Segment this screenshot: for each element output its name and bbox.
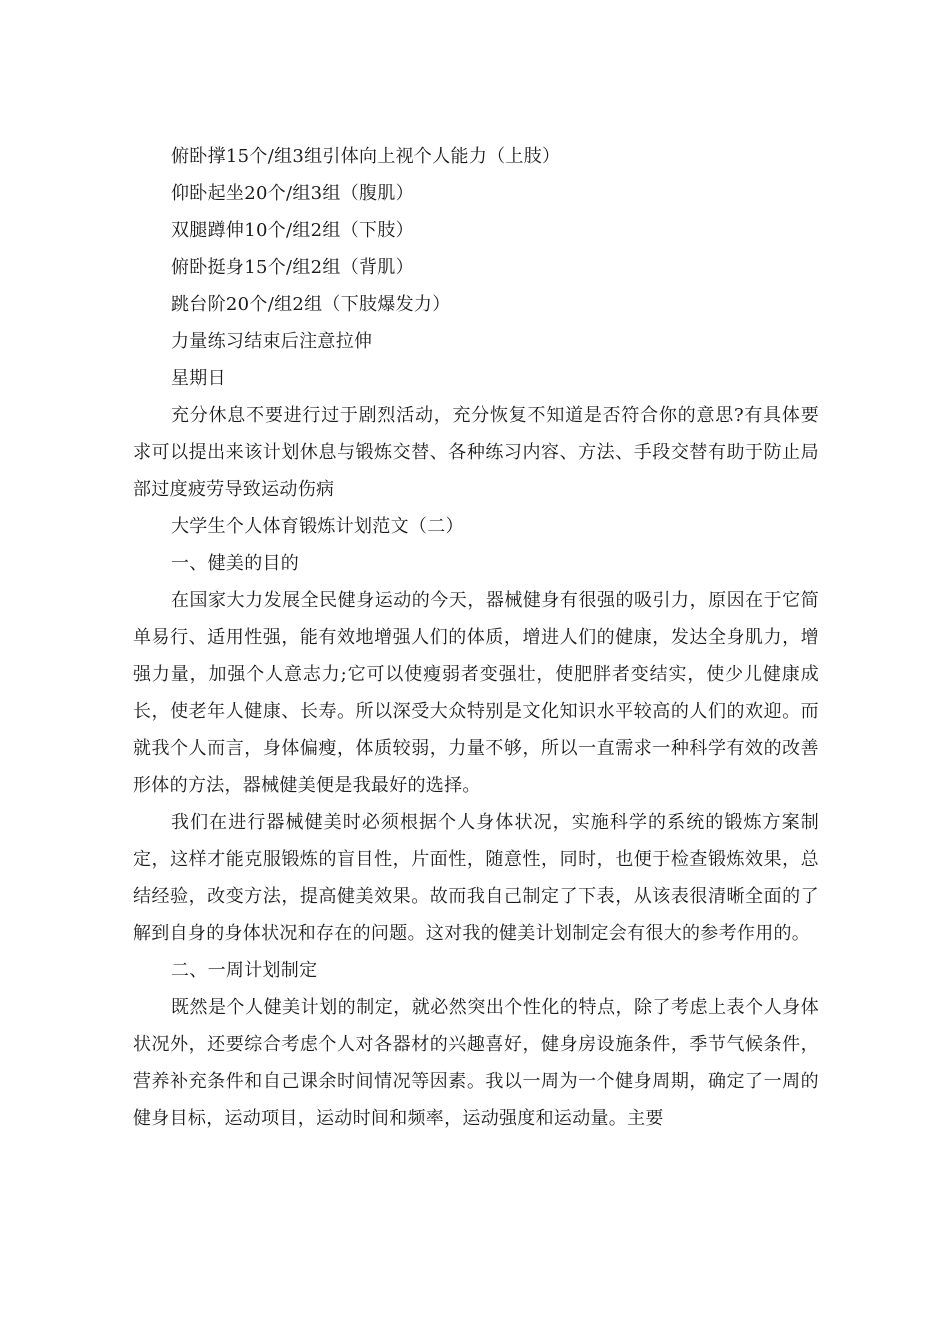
exercise-line-squats: 双腿蹲伸10个/组2组（下肢） xyxy=(171,220,414,241)
scheme-paragraph: 我们在进行器械健美时必须根据个人身体状况，实施科学的系统的锻炼方案制定，这样才能克服锻炼的盲目性，片面性，随意性，同时，也便于检查锻炼效果，总结经验，改变方法，提高健美效果。故而我自己制定了下表，从该表很清晰全面的了解到自身的身体状况和存在的问题。这对我的健美计划制定会有很大的参考作用的。 xyxy=(133,812,819,944)
document-body xyxy=(133,138,819,1137)
exercise-line-situps: 仰卧起坐20个/组3组（腹肌） xyxy=(171,183,414,204)
exercise-line-back-extension: 俯卧挺身15个/组2组（背肌） xyxy=(171,257,414,278)
exercise-line-pushups: 俯卧撑15个/组3组引体向上视个人能力（上肢） xyxy=(171,146,561,167)
sunday-label: 星期日 xyxy=(171,368,226,389)
heading-purpose: 一、健美的目的 xyxy=(171,553,300,574)
weekly-plan-paragraph: 既然是个人健美计划的制定，就必然突出个性化的特点，除了考虑上表个人身体状况外，还要综合考虑个人对各器材的兴趣喜好，健身房设施条件，季节气候条件，营养补充条件和自己课余时间情况等因素。我以一周为一个健身周期，确定了一周的健身目标，运动项目，运动时间和频率，运动强度和运动量。主要 xyxy=(133,997,819,1129)
purpose-paragraph: 在国家大力发展全民健身运动的今天，器械健身有很强的吸引力，原因在于它简单易行、适用性强，能有效地增强人们的体质，增进人们的健康，发达全身肌力，增强力量，加强个人意志力;它可以使瘦弱者变强壮，使肥胖者变结实，使少儿健康成长，使老年人健康、长寿。所以深受大众特别是文化知识水平较高的人们的欢迎。而就我个人而言，身体偏瘦，体质较弱，力量不够，所以一直需求一种科学有效的改善形体的方法，器械健美便是我最好的选择。 xyxy=(133,590,819,796)
heading-weekly-plan: 二、一周计划制定 xyxy=(171,960,318,981)
rest-paragraph: 充分休息不要进行过于剧烈活动，充分恢复不知道是否符合你的意思?有具体要求可以提出来该计划休息与锻炼交替、各种练习内容、方法、手段交替有助于防止局部过度疲劳导致运动伤病 xyxy=(133,405,819,500)
stretching-note: 力量练习结束后注意拉伸 xyxy=(171,331,373,352)
section-title-part-two: 大学生个人体育锻炼计划范文（二） xyxy=(171,516,464,537)
exercise-line-step-jumps: 跳台阶20个/组2组（下肢爆发力） xyxy=(171,294,451,315)
